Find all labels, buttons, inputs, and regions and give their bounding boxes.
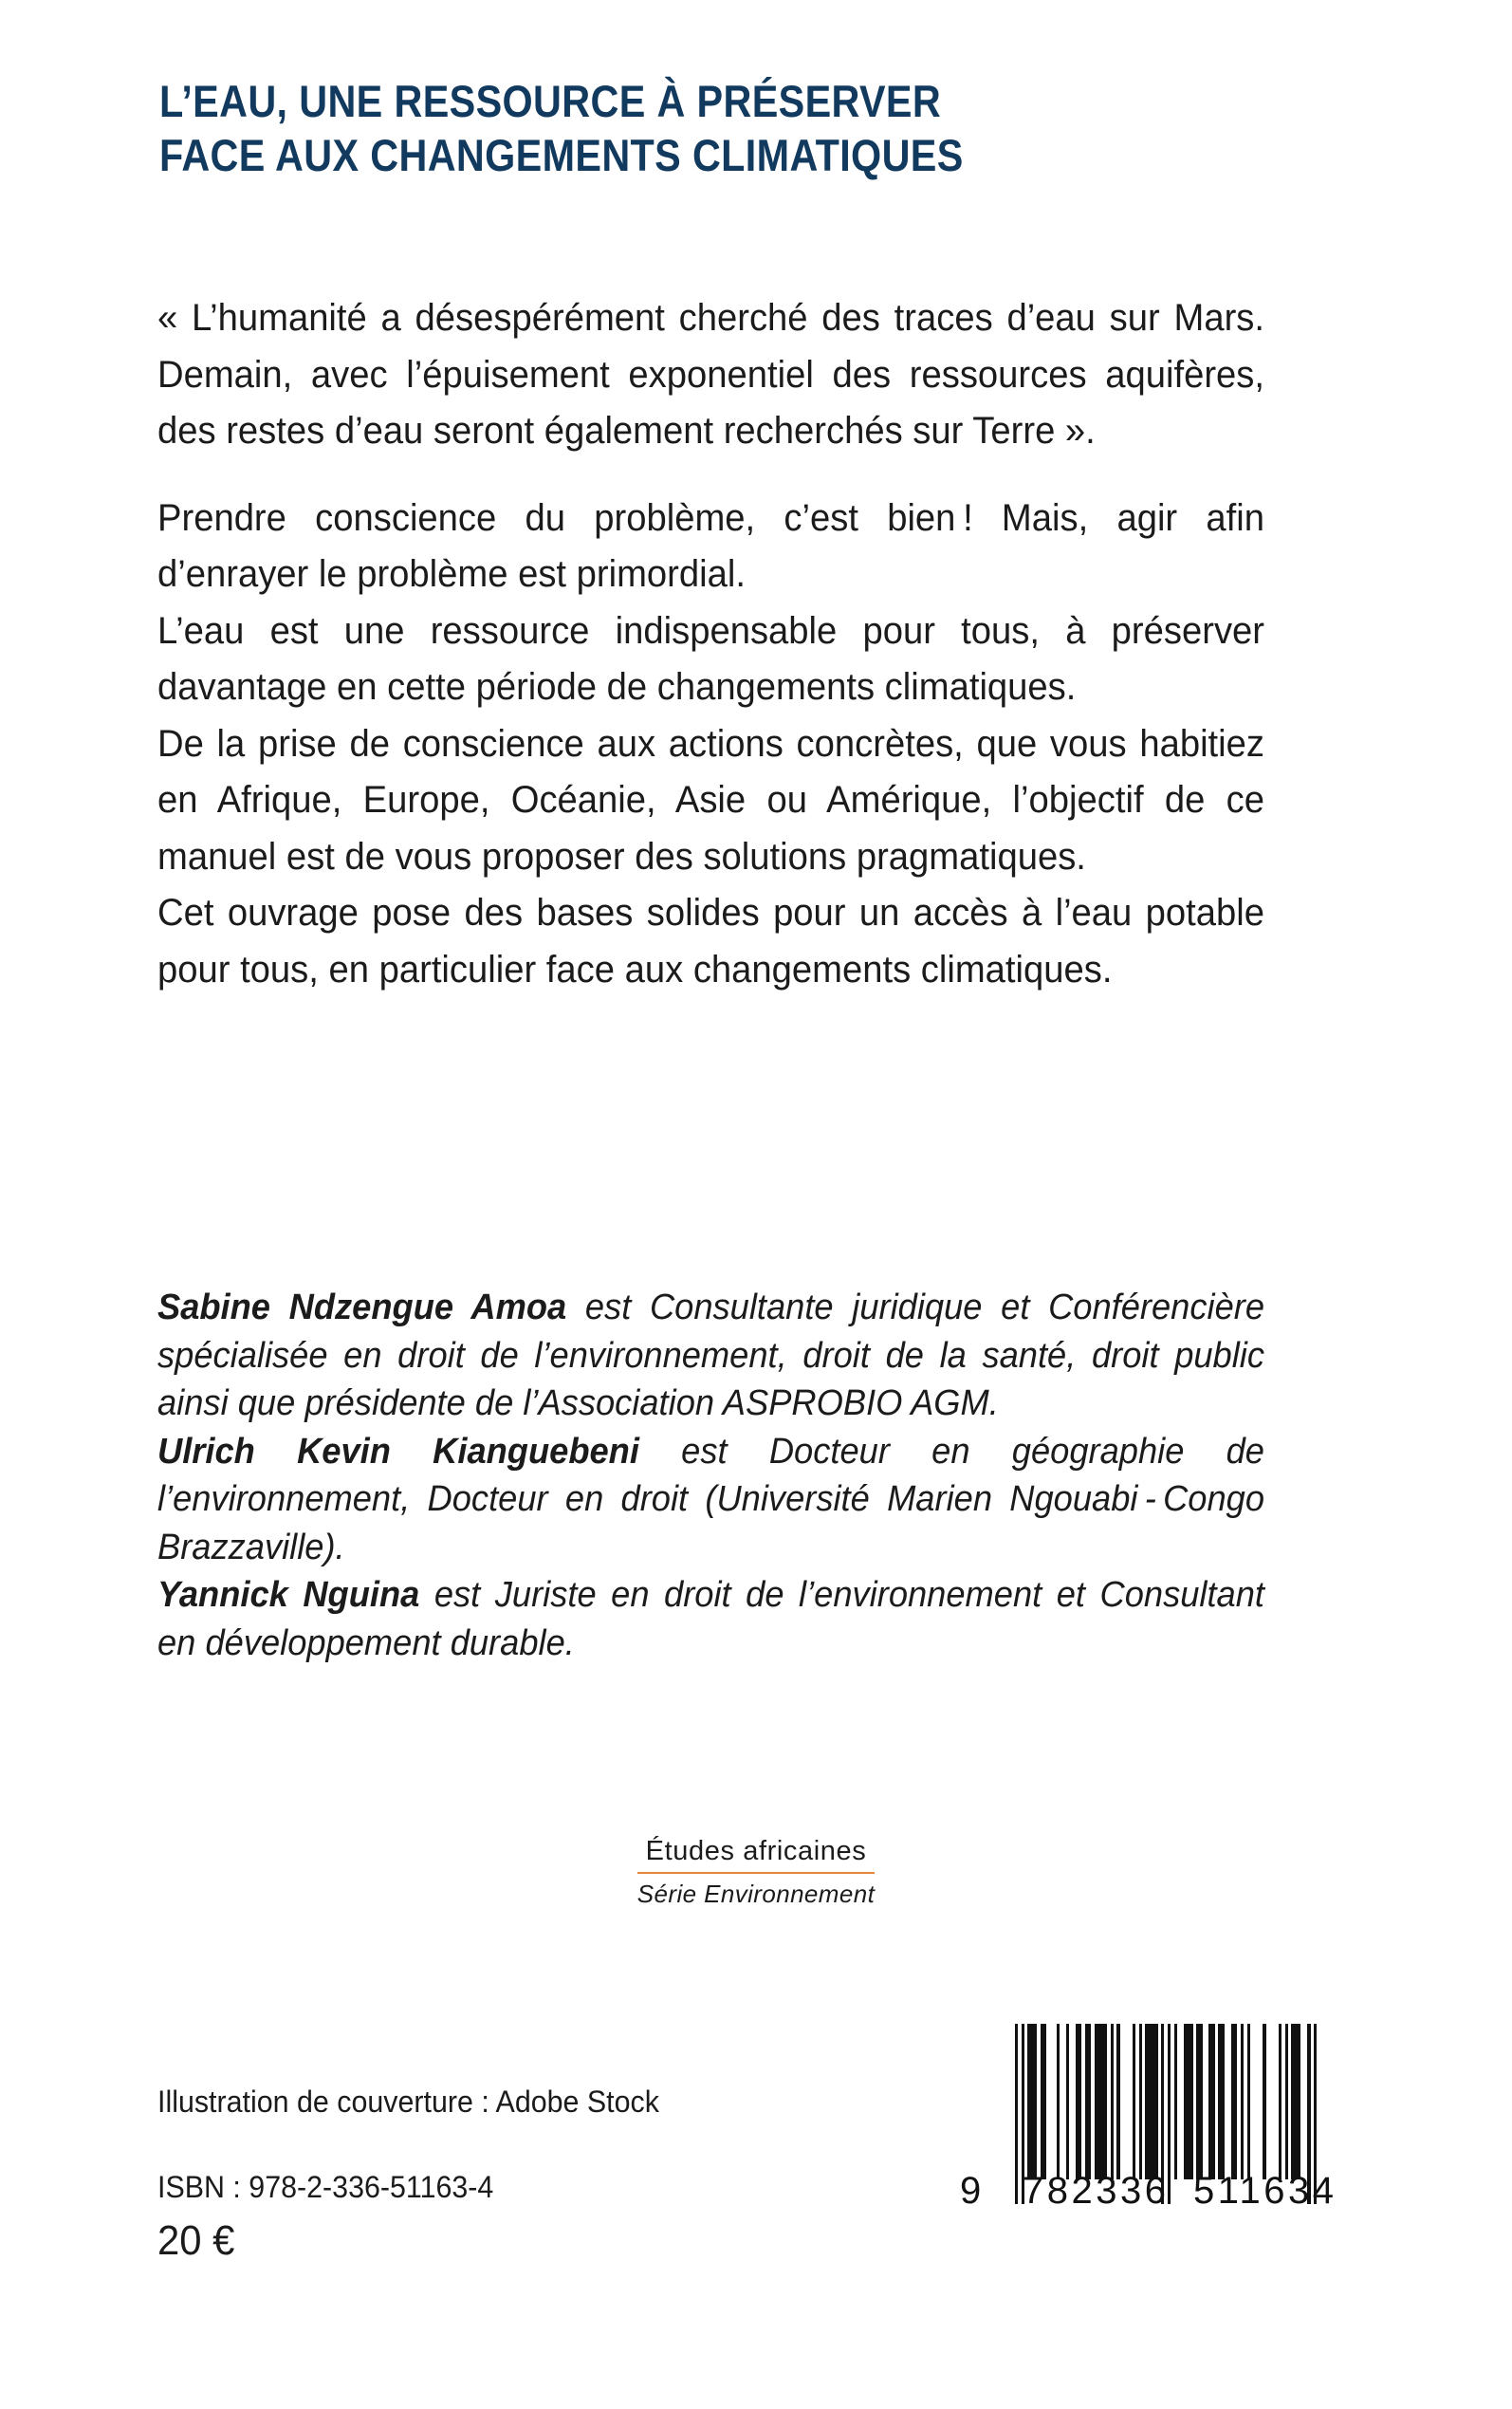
barcode-bar	[1133, 2024, 1135, 2179]
collection-series: Série Environnement	[636, 1880, 876, 1908]
book-title	[159, 74, 1250, 182]
author-bio-text-1: est Consultante juridique et Conférencière spécialisée en droit de l’environnement, droit de la santé, droit public ainsi que présidente de l’Association ASPROBIO AGM.	[157, 1288, 1265, 1423]
barcode-bar	[1154, 2024, 1157, 2179]
author-name-3: Yannick Nguina	[157, 1575, 420, 1615]
blurb-paragraph-1: Prendre conscience du problème, c’est bien ! Mais, agir afin d’enrayer le problème est primordial.	[157, 496, 1265, 595]
barcode-bar	[1247, 2024, 1250, 2179]
title-line-1: L’EAU, UNE RESSOURCE À PRÉSERVER	[159, 76, 942, 126]
blurb-paragraph-3: De la prise de conscience aux actions concrètes, que vous habitiez en Afrique, Europe, Océanie, Asie ou Amérique, l’objectif de ce manuel est de vous proposer des solutions pragmatiques.	[157, 722, 1265, 878]
isbn-line: ISBN : 978-2-336-51163-4	[157, 2170, 494, 2204]
barcode-bar	[1104, 2024, 1107, 2179]
collection-badge-inner	[637, 1835, 875, 1909]
barcode-left-digit: 9	[960, 2170, 982, 2212]
barcode-bar	[1199, 2024, 1202, 2179]
barcode-bar	[1111, 2024, 1114, 2179]
author-name-2: Ulrich Kevin Kianguebeni	[157, 1431, 639, 1472]
author-bio-text-3: est Juriste en droit de l’environnement et Consultant en développement durable.	[157, 1575, 1265, 1663]
barcode-bar	[1298, 2024, 1300, 2179]
collection-name: Études africaines	[645, 1836, 867, 1866]
author-bio-2	[157, 1428, 1264, 1572]
barcode-bar	[1139, 2024, 1142, 2179]
collection-badge	[0, 1835, 1512, 1909]
author-bio-3	[157, 1571, 1264, 1667]
collection-rule	[637, 1872, 875, 1874]
barcode-bar	[1285, 2024, 1288, 2179]
barcode-bar	[1279, 2024, 1282, 2179]
barcode-bar	[1079, 2024, 1081, 2179]
barcode-bar	[1234, 2024, 1237, 2179]
author-biographies	[157, 1284, 1317, 1667]
barcode-bar	[1043, 2024, 1046, 2179]
author-bio-text-2: est Docteur en géographie de l’environnement, Docteur en droit (Université Marien Ngouabi - Congo Brazzaville).	[157, 1431, 1265, 1567]
barcode-bar	[1189, 2024, 1192, 2179]
blurb-paragraph-2: L’eau est une ressource indispensable pour tous, à préserver davantage en cette période de changements climatiques.	[157, 609, 1265, 708]
barcode-bar	[1174, 2024, 1177, 2179]
barcode-bar	[1263, 2024, 1265, 2179]
cover-credit: Illustration de couverture : Adobe Stock	[157, 2085, 659, 2119]
barcode-bar	[1088, 2024, 1091, 2179]
barcode-bar	[1241, 2024, 1244, 2179]
blurb-paragraph-4: Cet ouvrage pose des bases solides pour un accès à l’eau potable pour tous, en particulier face aux changements climatiques.	[157, 892, 1265, 991]
title-line-2: FACE AUX CHANGEMENTS CLIMATIQUES	[159, 130, 964, 180]
author-bio-1	[157, 1284, 1264, 1428]
footer-info	[157, 2083, 916, 2267]
barcode-group-2: 511634	[1193, 2170, 1337, 2212]
barcode-digits	[960, 2170, 1339, 2214]
ean13-barcode	[960, 2024, 1339, 2270]
barcode-bar	[1212, 2024, 1215, 2179]
author-name-1: Sabine Ndzengue Amoa	[157, 1288, 567, 1327]
blurb-quote: « L’humanité a désespérément cherché des traces d’eau sur Mars. Demain, avec l’épuisement exponentiel des ressources aquifères, des restes d’eau seront également recherchés sur Terre ».	[157, 297, 1265, 452]
barcode-group-1: 782336	[1023, 2170, 1170, 2212]
barcode-bar	[1116, 2024, 1119, 2179]
barcode-bar	[1222, 2024, 1225, 2179]
barcode-bar	[1057, 2024, 1060, 2179]
price-label: 20 €	[157, 2217, 235, 2264]
blurb-text	[157, 290, 1317, 998]
barcode-bar	[1066, 2024, 1069, 2179]
barcode-bar	[1034, 2024, 1037, 2179]
